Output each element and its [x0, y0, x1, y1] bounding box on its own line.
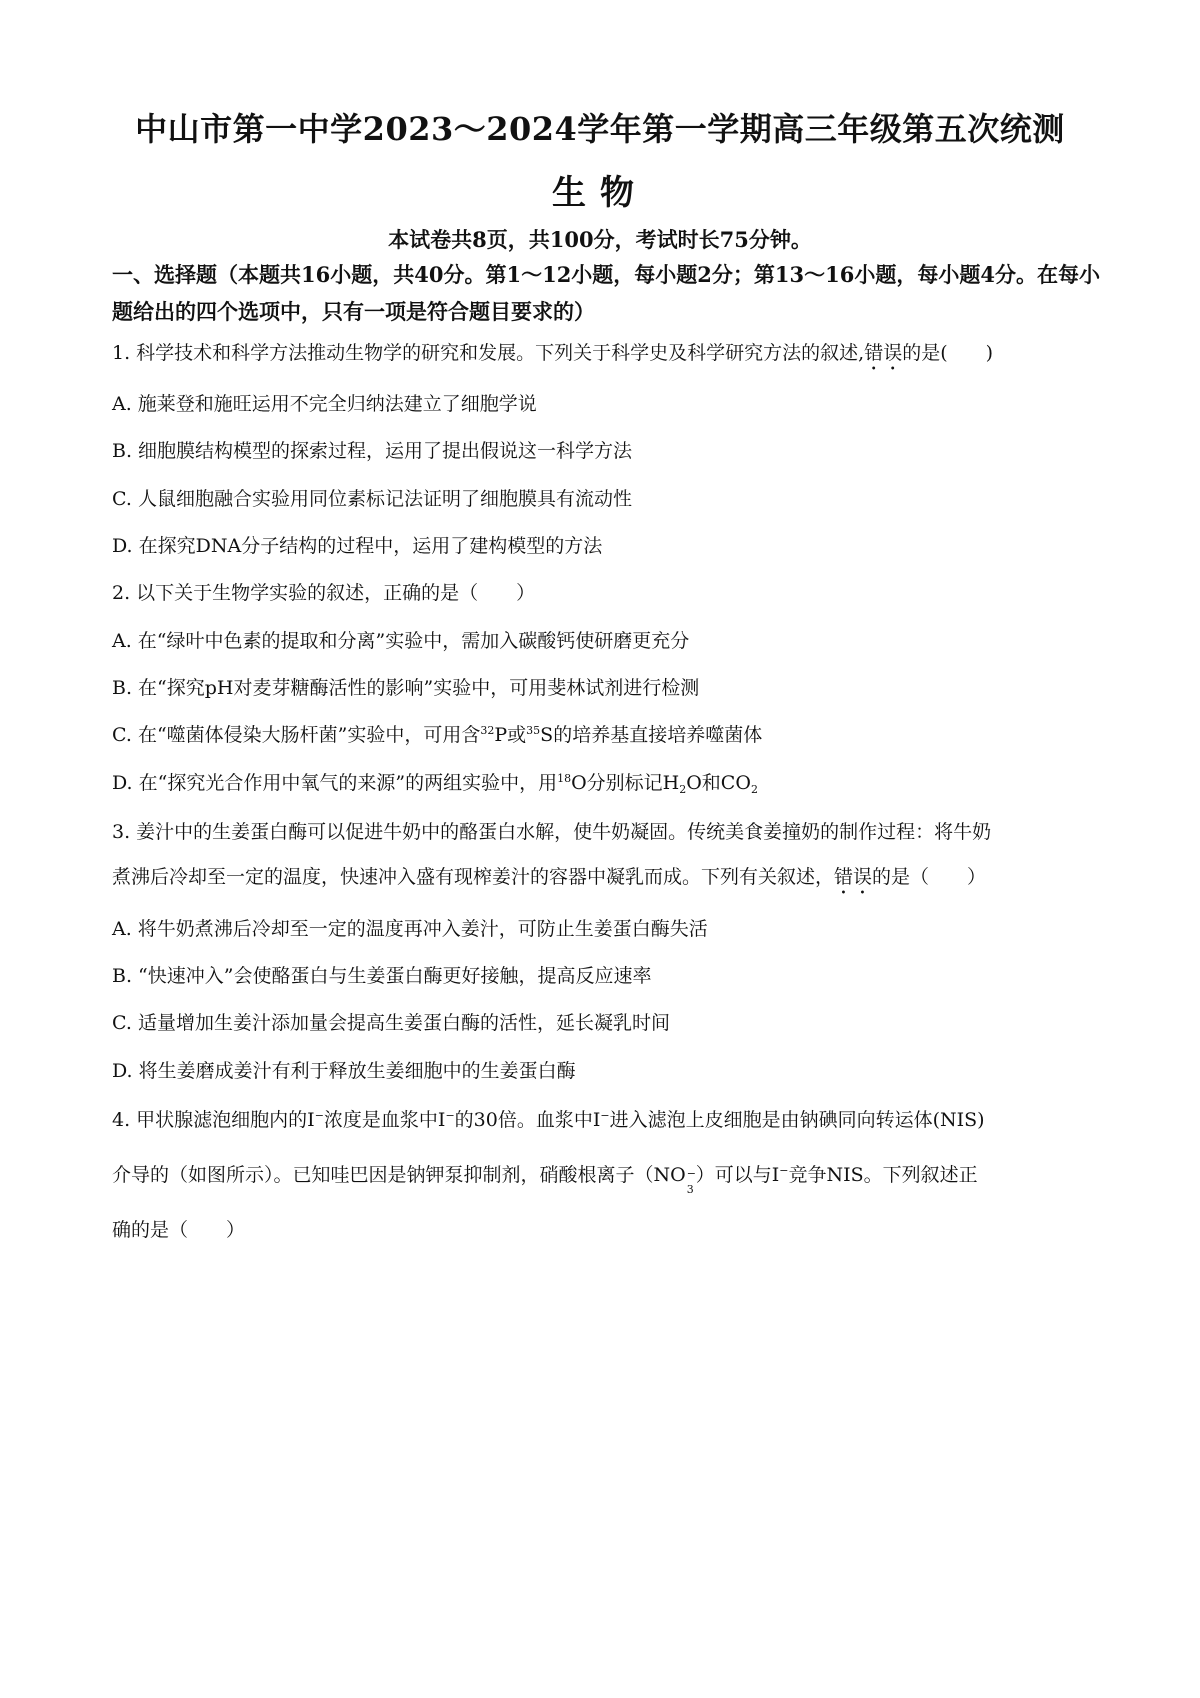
nitrate-ion: NO [653, 1164, 686, 1186]
subject-title: 生物 [552, 173, 648, 213]
iodide-charge-4: − [779, 1164, 789, 1177]
exam-title: 中山市第一中学2023～2024学年第一学期高三年级第五次统测 [135, 110, 1065, 148]
q4-text-1: 4. 甲状腺滤泡细胞内的 [112, 1109, 308, 1131]
question-4-stem-line-1 [112, 1105, 1102, 1132]
q3-stem-text: 煮沸后冷却至一定的温度，快速冲入盛有现榨姜汁的容器中凝乳而成。下列有关叙述， [112, 866, 835, 888]
question-4-stem-line-2 [112, 1160, 1102, 1196]
q3-emphasis: 错误 [834, 866, 873, 888]
q1-emphasis: 错误 [864, 342, 903, 364]
question-3-stem-line-1: 3. 姜汁中的生姜蛋白酶可以促进牛奶中的酪蛋白水解，使牛奶凝固。传统美食姜撞奶的制作过程：将牛奶 [112, 821, 992, 843]
iodide-charge-2: − [445, 1109, 455, 1122]
q2d-text-2: O分别标记H [571, 772, 680, 794]
q3-option-b: B. “快速冲入”会使酪蛋白与生姜蛋白酶更好接触，提高反应速率 [112, 965, 652, 987]
iodide-charge-3: − [600, 1109, 610, 1122]
question-2-stem: 2. 以下关于生物学实验的叙述，正确的是（ ） [112, 582, 536, 604]
q1-option-c: C. 人鼠细胞融合实验用同位素标记法证明了细胞膜具有流动性 [112, 488, 632, 510]
iodide-charge-1: − [314, 1109, 324, 1122]
q3-option-c: C. 适量增加生姜汁添加量会提高生姜蛋白酶的活性，延长凝乳时间 [112, 1012, 670, 1034]
q3-option-d: D. 将生姜磨成姜汁有利于释放生姜细胞中的生姜蛋白酶 [112, 1060, 576, 1082]
question-4-stem-line-3: 确的是（ ） [112, 1219, 246, 1241]
q2-option-a: A. 在“绿叶中色素的提取和分离”实验中，需加入碳酸钙使研磨更充分 [112, 630, 690, 652]
q2c-text-3: S的培养基直接培养噬菌体 [540, 724, 763, 746]
q2-option-c [112, 720, 1102, 747]
q4-text-2: 浓度是血浆中 [323, 1109, 438, 1131]
q3-stem-end: 的是（ ） [872, 866, 987, 888]
iodide-ion-3: I [592, 1109, 601, 1131]
q4-text-7: 竞争NIS。下列叙述正 [788, 1164, 978, 1186]
q2d-sub-2: 2 [750, 783, 758, 796]
iodide-ion-4: I [771, 1164, 780, 1186]
iodide-ion-1: I [307, 1109, 315, 1131]
exam-info: 本试卷共8页，共100分，考试时长75分钟。 [388, 227, 812, 252]
nitrate-charge: − [686, 1167, 696, 1180]
q2d-text-3: O和CO [686, 772, 751, 794]
q4-text-4: 进入滤泡上皮细胞是由钠碘同向转运体(NIS) [609, 1109, 985, 1131]
q4-text-5: 介导的（如图所示）。已知哇巴因是钠钾泵抑制剂，硝酸根离子（ [112, 1164, 654, 1186]
q1-option-d: D. 在探究DNA分子结构的过程中，运用了建构模型的方法 [112, 535, 603, 557]
q1-stem-text: 1. 科学技术和科学方法推动生物学的研究和发展。下列关于科学史及科学研究方法的叙述, [112, 342, 865, 364]
q1-stem-end: 的是( ) [902, 342, 994, 364]
q2-option-d [112, 768, 1102, 796]
q1-option-a: A. 施莱登和施旺运用不完全归纳法建立了细胞学说 [112, 393, 537, 415]
q1-option-b: B. 细胞膜结构模型的探索过程，运用了提出假说这一科学方法 [112, 440, 633, 462]
nitrate-subscript: 3 [686, 1183, 694, 1196]
q2c-sup-1: 32 [480, 724, 495, 737]
q4-text-3: 的30倍。血浆中 [454, 1109, 593, 1131]
question-1-stem [112, 338, 1102, 375]
q2d-sup: 18 [557, 772, 572, 785]
q2d-text-1: D. 在“探究光合作用中氧气的来源”的两组实验中，用 [112, 772, 558, 794]
q2c-text-1: C. 在“噬菌体侵染大肠杆菌”实验中，可用含 [112, 724, 481, 746]
section-heading: 一、选择题（本题共16小题，共40分。第1～12小题，每小题2分；第13～16小题，每小题4分。在每小题给出的四个选项中，只有一项是符合题目要求的） [112, 262, 1100, 324]
q4-text-6: ）可以与 [695, 1164, 772, 1186]
q2d-sub-1: 2 [679, 783, 687, 796]
q3-option-a: A. 将牛奶煮沸后冷却至一定的温度再冲入姜汁，可防止生姜蛋白酶失活 [112, 918, 708, 940]
q2-option-b: B. 在“探究pH对麦芽糖酶活性的影响”实验中，可用斐林试剂进行检测 [112, 677, 700, 699]
q2c-text-2: P或 [494, 724, 527, 746]
q2c-sup-2: 35 [526, 724, 541, 737]
iodide-ion-2: I [437, 1109, 446, 1131]
question-3-stem-line-2 [112, 862, 1102, 899]
